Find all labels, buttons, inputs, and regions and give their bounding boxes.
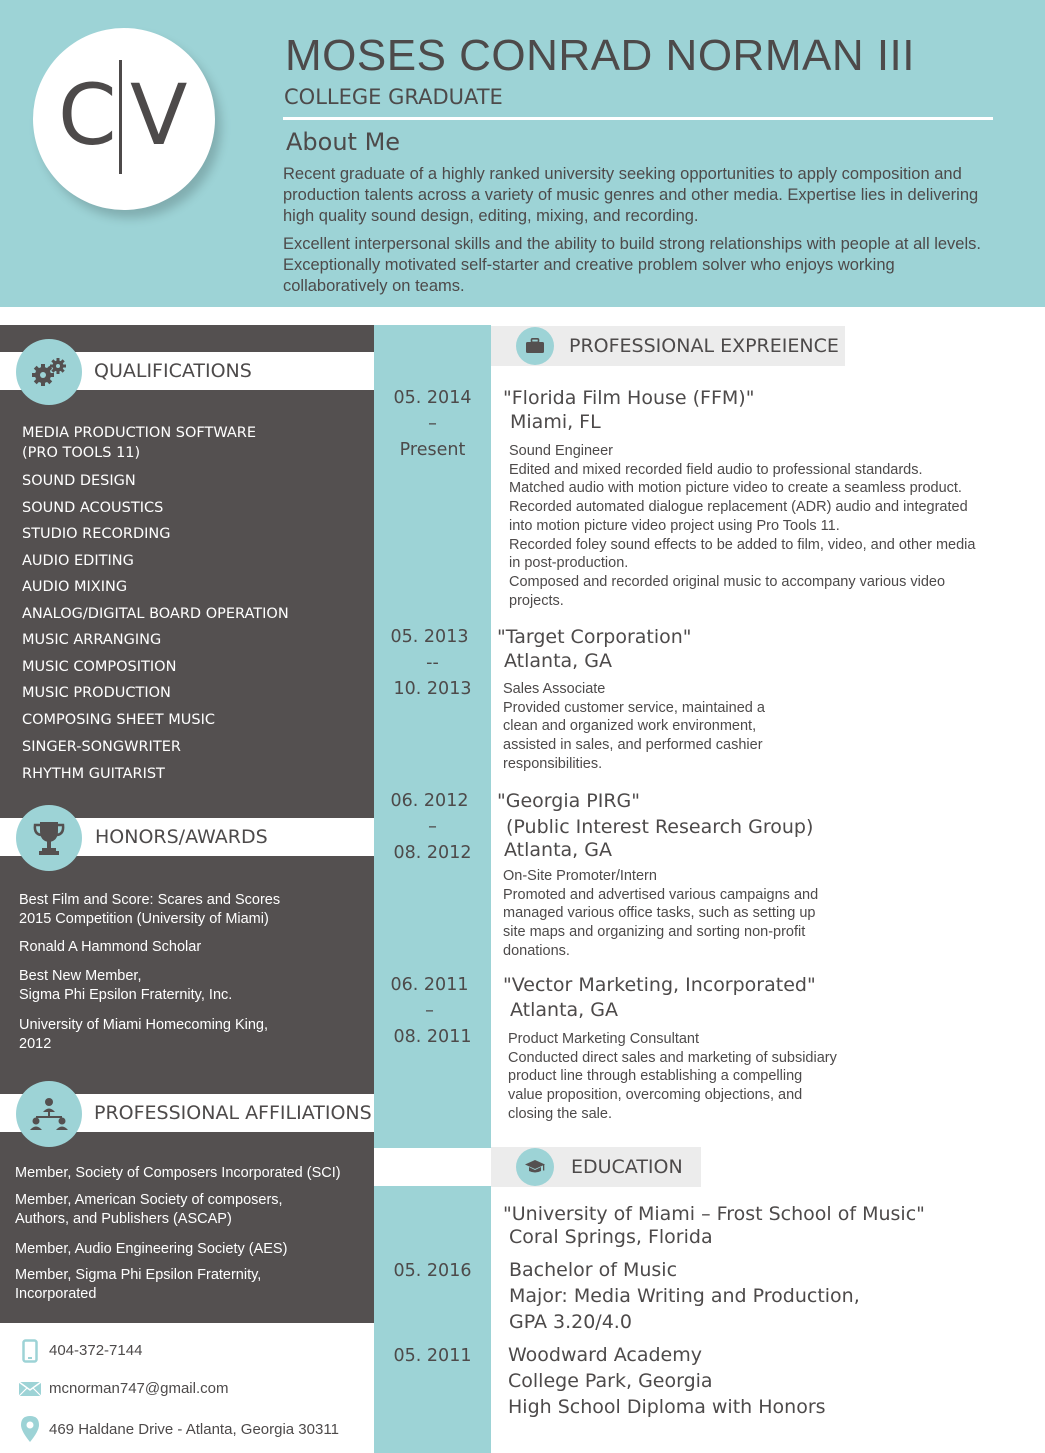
candidate-name: MOSES CONRAD NORMAN III bbox=[285, 31, 915, 80]
header-divider bbox=[283, 117, 993, 120]
job-date-start: 06. 2011 bbox=[390, 975, 469, 995]
location-pin-icon bbox=[20, 1415, 40, 1447]
edu-school: "University of Miami – Frost School of Music" bbox=[503, 1203, 925, 1225]
about-paragraph-1: Recent graduate of a highly ranked university seeking opportunities to apply composition and production talents across a variety of music genres and other media. Expertise lies in delivering high quality sound design, editing, mixing, and recording. bbox=[283, 165, 979, 225]
cv-logo-divider bbox=[119, 60, 122, 174]
job-date-end: Present bbox=[399, 440, 466, 460]
job-date-end: 10. 2013 bbox=[393, 679, 472, 699]
job-location: Atlanta, GA bbox=[510, 999, 618, 1021]
edu-school-location: Coral Springs, Florida bbox=[509, 1226, 713, 1248]
graduation-cap-icon bbox=[516, 1148, 554, 1186]
job-date-separator: – bbox=[425, 1001, 434, 1021]
experience-title: PROFESSIONAL EXPREIENCE bbox=[569, 335, 839, 357]
job-company: "Vector Marketing, Incorporated" bbox=[503, 974, 816, 996]
job-company-sub: (Public Interest Research Group) bbox=[506, 816, 814, 838]
qualification-item: MEDIA PRODUCTION SOFTWARE bbox=[22, 425, 257, 441]
qualification-item: RHYTHM GUITARIST bbox=[22, 766, 165, 782]
job-date-end: 08. 2011 bbox=[393, 1027, 472, 1047]
honor-item: University of Miami Homecoming King, 2012 bbox=[19, 1017, 268, 1052]
qualification-item: MUSIC PRODUCTION bbox=[22, 685, 171, 701]
qualification-item: AUDIO MIXING bbox=[22, 579, 128, 595]
briefcase-icon bbox=[516, 327, 554, 365]
qualification-item: SOUND ACOUSTICS bbox=[22, 500, 164, 516]
contact-phone[interactable]: 404-372-7144 bbox=[49, 1342, 143, 1359]
cv-logo-c: C bbox=[58, 66, 117, 164]
qualification-item: MUSIC COMPOSITION bbox=[22, 659, 177, 675]
job-company: "Florida Film House (FFM)" bbox=[503, 387, 755, 409]
qualification-item: SINGER-SONGWRITER bbox=[22, 739, 181, 755]
job-date-start: 05. 2013 bbox=[390, 627, 469, 647]
job-location: Atlanta, GA bbox=[504, 650, 612, 672]
job-company: "Georgia PIRG" bbox=[497, 790, 641, 812]
contact-email[interactable]: mcnorman747@gmail.com bbox=[49, 1380, 229, 1397]
job-description: Sales Associate Provided customer service, maintained a clean and organized work environment, assisted in sales, and performed cashier responsibilities. bbox=[503, 681, 765, 772]
envelope-icon bbox=[18, 1381, 42, 1401]
gears-icon bbox=[16, 339, 82, 405]
job-description: On-Site Promoter/Intern Promoted and advertised various campaigns and managed various office tasks, such as setting up site maps and organizing and sorting non-profit donations. bbox=[503, 868, 819, 959]
affiliation-item: Member, American Society of composers, Authors, and Publishers (ASCAP) bbox=[15, 1192, 283, 1227]
qualifications-title: QUALIFICATIONS bbox=[94, 360, 252, 382]
edu-date: 05. 2011 bbox=[393, 1346, 472, 1366]
job-date-separator: -- bbox=[426, 653, 439, 673]
qualification-item: ANALOG/DIGITAL BOARD OPERATION bbox=[22, 606, 289, 622]
date-column-gap bbox=[374, 1148, 491, 1186]
job-company: "Target Corporation" bbox=[497, 626, 692, 648]
education-title: EDUCATION bbox=[571, 1156, 683, 1178]
qualification-item: SOUND DESIGN bbox=[22, 473, 136, 489]
qualification-item: MUSIC ARRANGING bbox=[22, 632, 162, 648]
honor-item: Best Film and Score: Scares and Scores 2015 Competition (University of Miami) bbox=[19, 892, 281, 927]
affiliations-title: PROFESSIONAL AFFILIATIONS bbox=[94, 1102, 372, 1124]
edu-school-2: Woodward Academy College Park, Georgia High School Diploma with Honors bbox=[508, 1344, 826, 1418]
qualification-item: STUDIO RECORDING bbox=[22, 526, 171, 542]
qualification-item: (PRO TOOLS 11) bbox=[22, 445, 141, 461]
job-date-separator: – bbox=[428, 817, 437, 837]
job-date-start: 05. 2014 bbox=[393, 388, 472, 408]
honor-item: Best New Member, Sigma Phi Epsilon Fraternity, Inc. bbox=[19, 968, 233, 1003]
job-location: Atlanta, GA bbox=[504, 839, 612, 861]
edu-date: 05. 2016 bbox=[393, 1261, 472, 1281]
trophy-icon bbox=[16, 805, 82, 871]
job-location: Miami, FL bbox=[510, 411, 601, 433]
job-date-end: 08. 2012 bbox=[393, 843, 472, 863]
edu-degree: Bachelor of Music Major: Media Writing and Production, GPA 3.20/4.0 bbox=[509, 1259, 860, 1333]
honor-item: Ronald A Hammond Scholar bbox=[19, 939, 202, 955]
qualification-item: AUDIO EDITING bbox=[22, 553, 134, 569]
cv-logo-v: V bbox=[130, 66, 188, 164]
affiliation-item: Member, Society of Composers Incorporated (SCI) bbox=[15, 1165, 341, 1181]
job-description: Sound Engineer Edited and mixed recorded field audio to professional standards. Matched audio with motion picture video to create a seamless product. Recorded automated dialogue replacement (ADR) audio and integrated into motion picture video project using Pro Tools 11. Recorded foley sound effects to be added to film, video, and other media in post-production. Composed and recorded original music to accompany various video projects. bbox=[509, 443, 976, 609]
about-heading: About Me bbox=[286, 128, 401, 156]
about-paragraph-2: Excellent interpersonal skills and the ability to build strong relationships with people at all levels. Exceptionally motivated self-starter and creative problem solver who enjoys working collaboratively on teams. bbox=[283, 235, 981, 295]
job-date-start: 06. 2012 bbox=[390, 791, 469, 811]
honors-title: HONORS/AWARDS bbox=[95, 826, 268, 848]
contact-address: 469 Haldane Drive - Atlanta, Georgia 30311 bbox=[49, 1421, 339, 1438]
qualification-item: COMPOSING SHEET MUSIC bbox=[22, 712, 216, 728]
network-people-icon bbox=[16, 1081, 82, 1147]
affiliation-item: Member, Sigma Phi Epsilon Fraternity, Incorporated bbox=[15, 1267, 262, 1302]
candidate-subtitle: COLLEGE GRADUATE bbox=[284, 85, 503, 109]
job-description: Product Marketing Consultant Conducted direct sales and marketing of subsidiary product line through establishing a compelling value proposition, overcoming objections, and closing the sale. bbox=[508, 1031, 837, 1122]
phone-icon bbox=[22, 1339, 38, 1367]
job-date-separator: – bbox=[428, 414, 437, 434]
affiliation-item: Member, Audio Engineering Society (AES) bbox=[15, 1241, 288, 1257]
